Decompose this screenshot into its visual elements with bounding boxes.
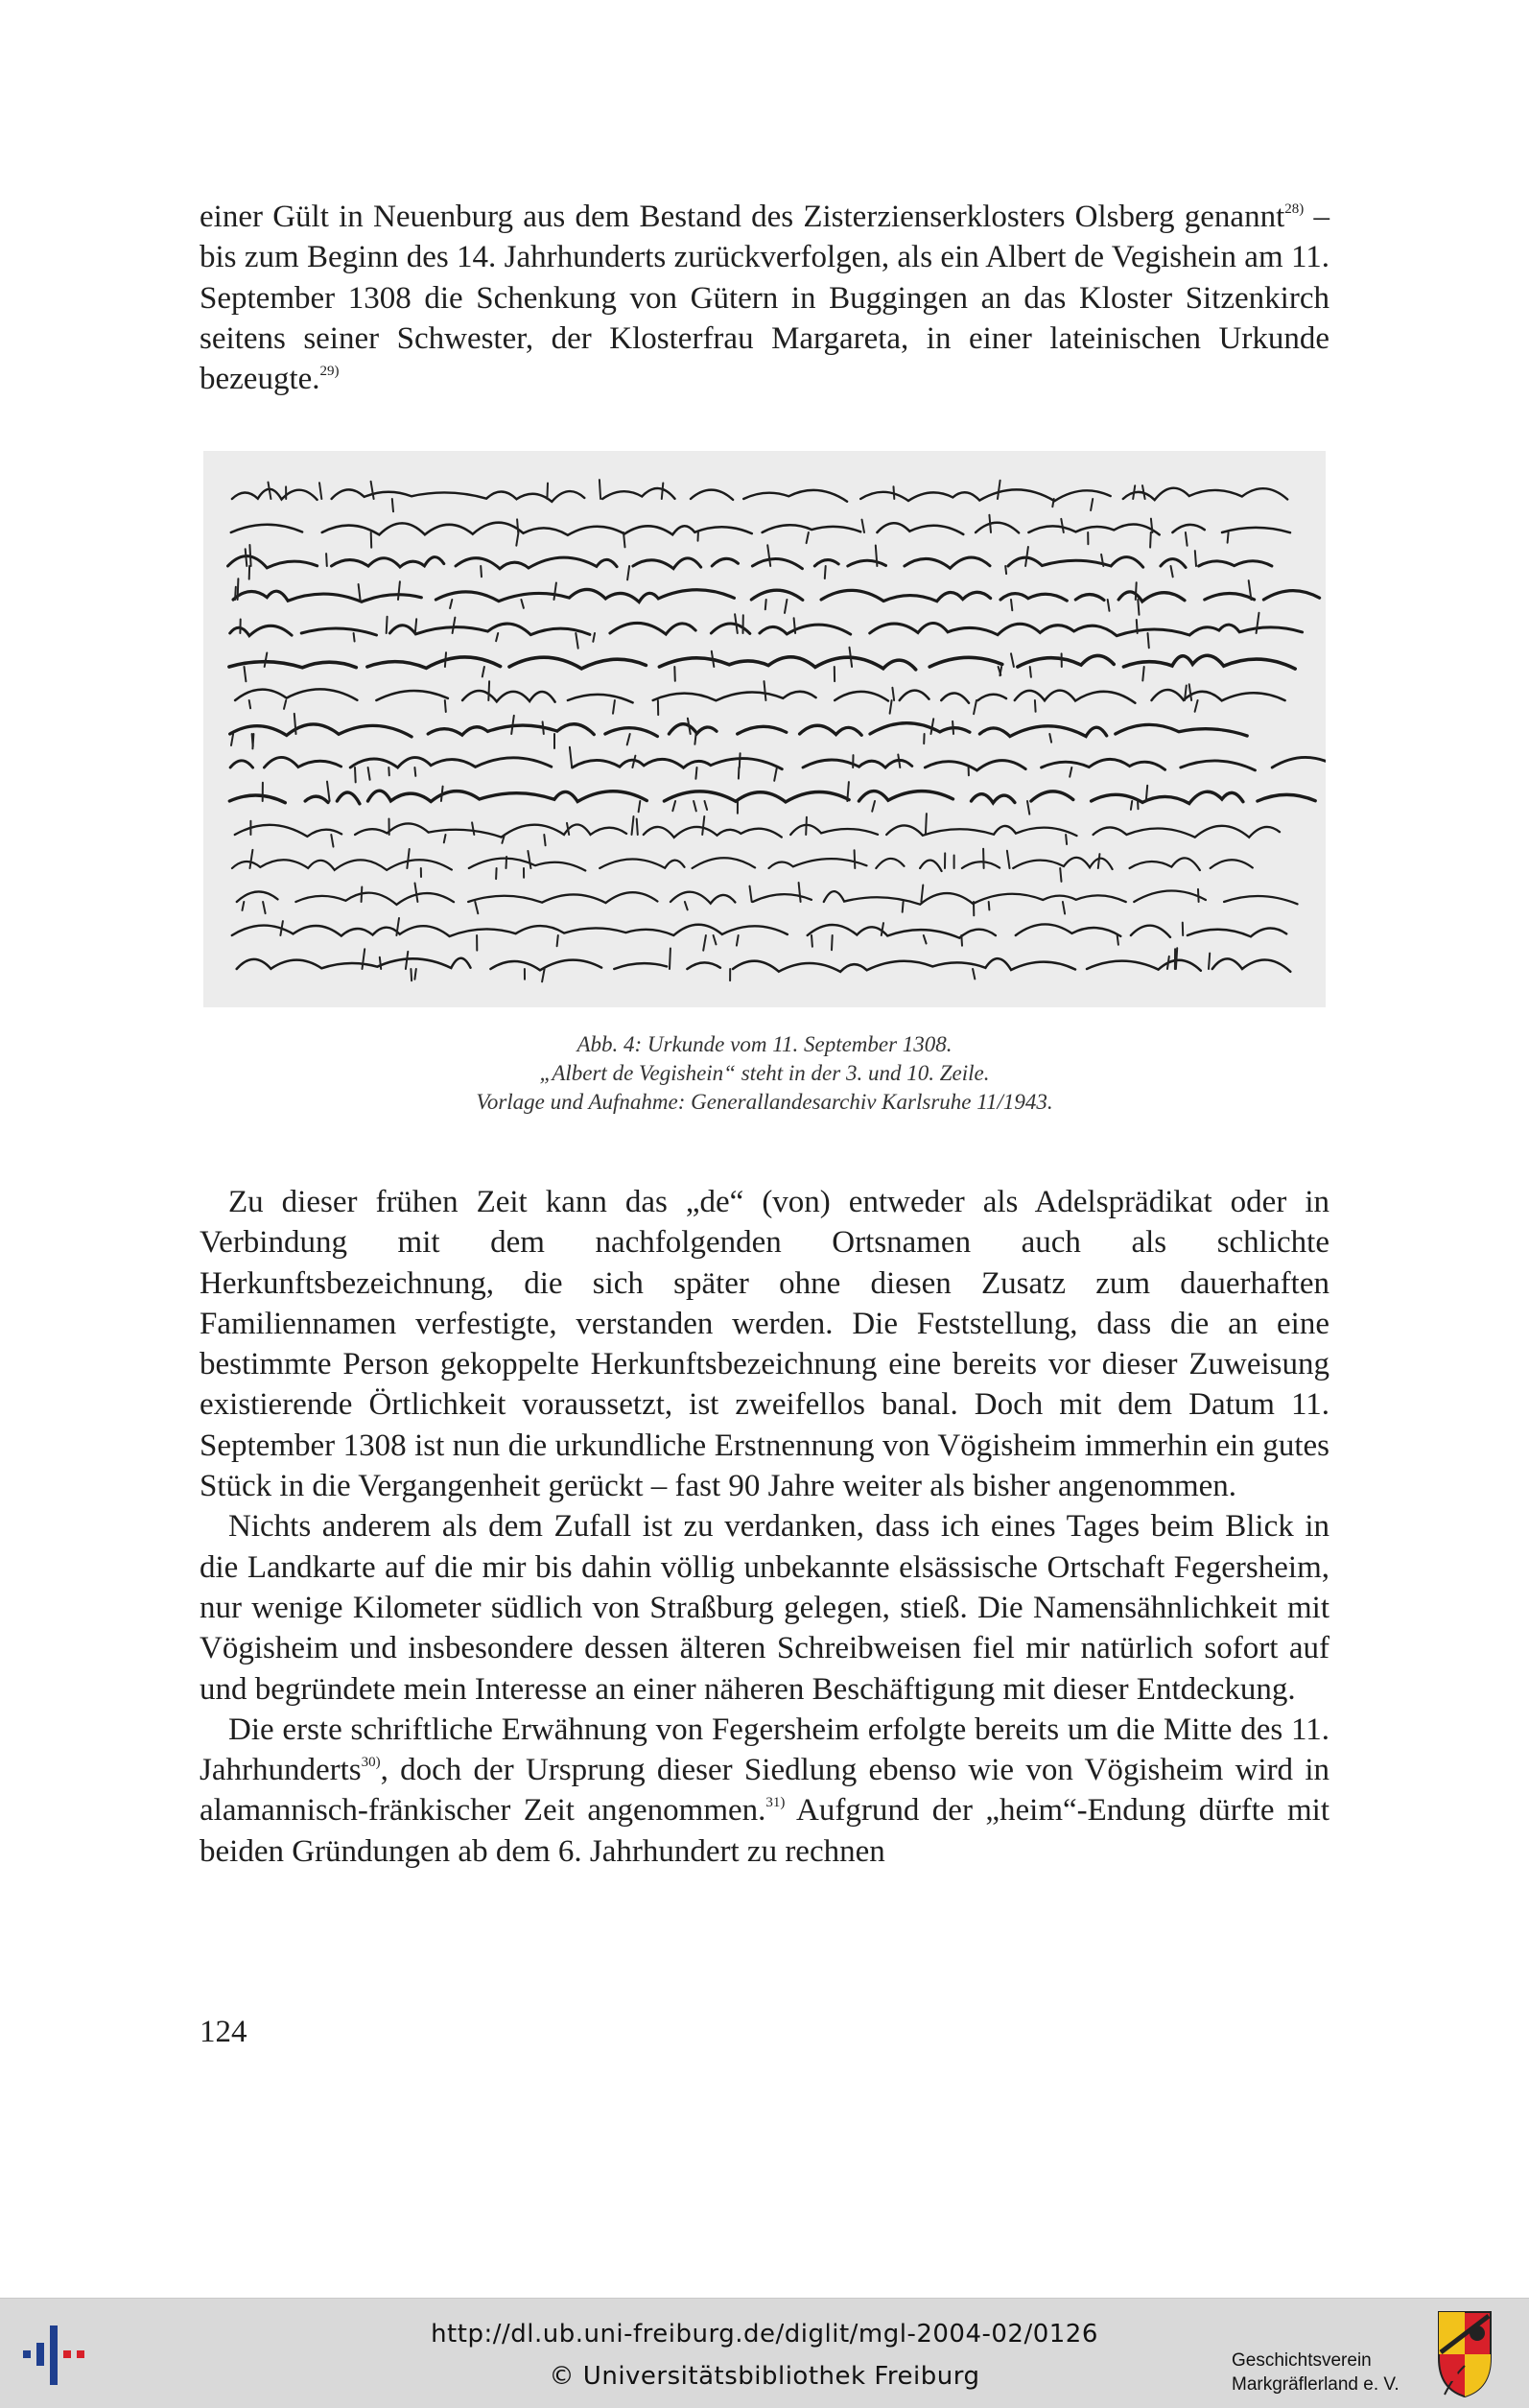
paragraph-3-text-2: , doch der Ursprung dieser Siedlung ebenso wie von Vögisheim wird in alamannisch-fränkischer Zeit angenommen. <box>200 1753 1329 1829</box>
society-line-2: Markgräflerland e. V. <box>1232 2374 1400 2395</box>
body-text <box>200 1182 1329 1872</box>
paragraph-2: Nichts anderem als dem Zufall ist zu verdanken, dass ich eines Tages beim Blick in die Landkarte auf die mir bis dahin völlig unbekannte elsässische Ortschaft Fegersheim, nur wenige Kilometer südlich von Straßburg gelegen, stieß. Die Namensähnlichkeit mit Vögisheim und insbesondere dessen älteren Schreibweisen fiel mir natürlich sofort auf und begründete mein Interesse an einer näheren Beschäftigung mit dieser Entdeckung. <box>200 1509 1329 1707</box>
footnote-ref-30[interactable]: 30) <box>361 1755 381 1771</box>
intro-paragraph <box>200 197 1329 399</box>
intro-text-2: – bis zum Beginn des 14. Jahrhunderts zurückverfolgen, als ein Albert de Vegishein am 11. September 1308 die Schenkung von Gütern in Buggingen an das Kloster Sitzenkirch seitens seiner Schwester, der Klosterfrau Margareta, in einer lateinischen Urkunde bezeugte. <box>200 200 1329 397</box>
paragraph-1: Zu dieser frühen Zeit kann das „de“ (von) entweder als Adelsprädikat oder in Verbindung mit dem nachfolgenden Ortsnamen auch als schlichte Herkunftsbezeichnung, die sich später ohne diesen Zusatz zum dauerhaften Familiennamen verfestigte, verstanden werden. Die Feststellung, dass die an eine bestimmte Person gekoppelte Herkunftsbezeichnung eine bereits vor dieser Zuweisung existierende Örtlichkeit voraussetzt, ist zweifellos banal. Doch mit dem Datum 11. September 1308 ist nun die urkundliche Erstnennung von Vögisheim immerhin ein gutes Stück in die Vergangenheit gerückt – fast 90 Jahre weiter als bisher angenommen. <box>200 1185 1329 1504</box>
copyright-text: © Universitätsbibliothek Freiburg <box>549 2362 980 2391</box>
society-line-1: Geschichtsverein <box>1232 2350 1372 2371</box>
figure-manuscript <box>200 451 1329 1117</box>
footnote-ref-28[interactable]: 28) <box>1284 201 1305 217</box>
document-url-link[interactable]: http://dl.ub.uni-freiburg.de/diglit/mgl-2004-02/0126 <box>431 2320 1098 2349</box>
caption-line-2: „Albert de Vegishein“ steht in der 3. und 10. Zeile. <box>539 1061 990 1085</box>
figure-caption <box>200 1030 1329 1117</box>
markgraeflerland-crest-icon[interactable] <box>1435 2308 1494 2400</box>
paragraph-3 <box>200 1710 1329 1872</box>
footnote-ref-29[interactable]: 29) <box>319 364 340 380</box>
caption-line-3: Vorlage und Aufnahme: Generallandesarchiv Karlsruhe 11/1943. <box>476 1090 1053 1114</box>
page-number: 124 <box>200 2015 247 2049</box>
handwritten-charter-image <box>203 451 1326 1007</box>
paragraph-3-text-3: Aufgrund der „heim“-Endung dürfte mit beiden Gründungen ab dem 6. Jahrhundert zu rechnen <box>200 1793 1330 1869</box>
caption-line-1: Abb. 4: Urkunde vom 11. September 1308. <box>576 1032 953 1056</box>
footnote-ref-31[interactable]: 31) <box>765 1795 786 1811</box>
viewer-footer <box>0 2298 1529 2408</box>
paragraph-3-text-1: Die erste schriftliche Erwähnung von Fegersheim erfolgte bereits um die Mitte des 11. Jahrhunderts <box>200 1712 1329 1788</box>
society-name[interactable] <box>1232 2349 1400 2396</box>
intro-text-1: einer Gült in Neuenburg aus dem Bestand des Zisterzienserklosters Olsberg genannt <box>200 200 1285 234</box>
manuscript-image <box>203 451 1326 1007</box>
